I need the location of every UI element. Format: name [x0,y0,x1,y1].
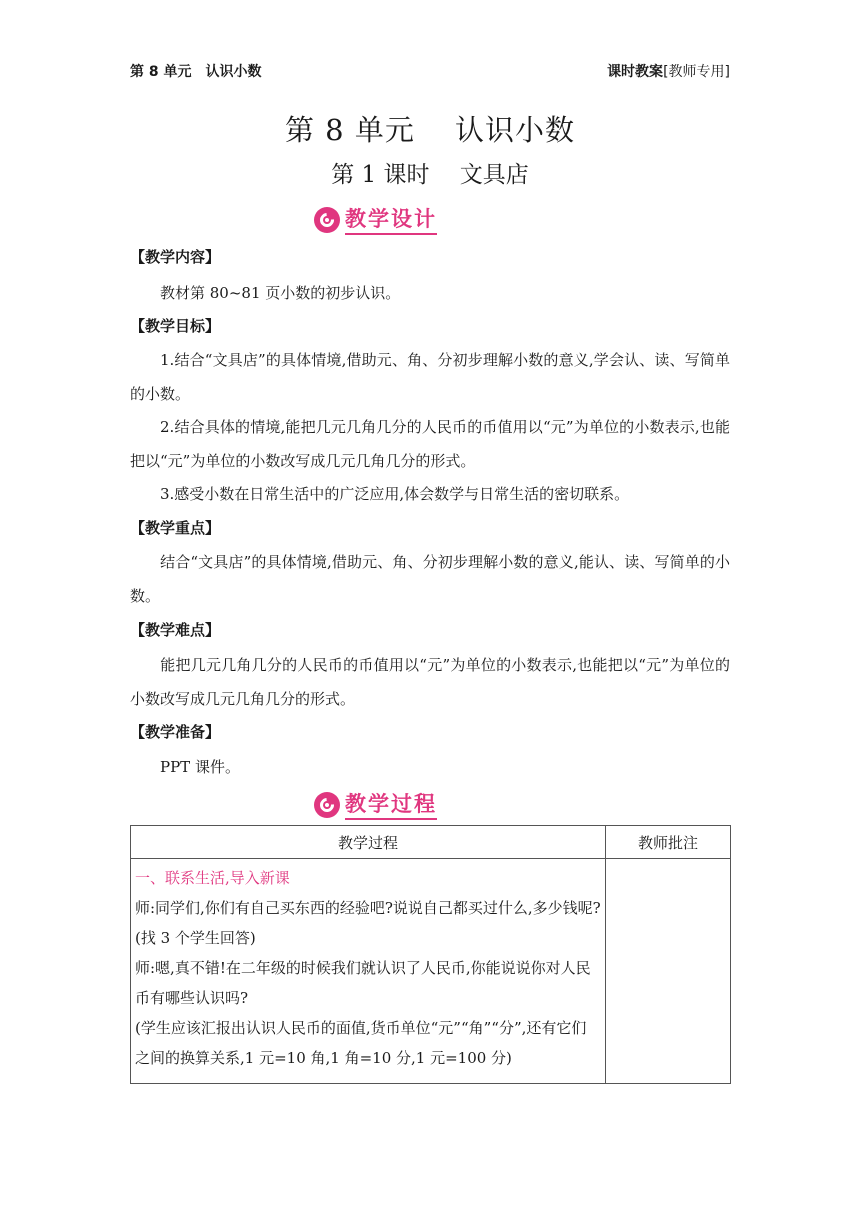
goal-item-1 [130,343,730,411]
design-banner-text: 教学设计 [345,206,437,235]
content-label: 【教学内容】 [130,248,221,266]
prep-text [130,750,730,784]
process-line-3: 师:嗯,真不错!在二年级的时候我们就认识了人民币,你能说说你对人民币有哪些认识吗? [135,959,591,1007]
swirl-logo-icon [314,792,340,818]
goal-item-2 [130,410,730,478]
running-header [130,60,730,82]
lesson-title: 第 1 课时 文具店 [331,162,529,188]
process-cell [131,859,606,1084]
goals-label: 【教学目标】 [130,317,221,335]
difficulty-label: 【教学难点】 [130,621,221,639]
content-text [130,276,730,310]
header-doc-type-main: 课时教案 [607,64,664,80]
prep-label: 【教学准备】 [130,723,221,741]
notes-cell [606,859,731,1084]
process-line-4: (学生应该汇报出认识人民币的面值,货币单位“元”“角”“分”,还有它们之间的换算关系,1 元=10 角,1 角=10 分,1 元=100 分) [135,1019,587,1067]
header-doc-type-bracket: [教师专用] [663,64,730,80]
process-banner [314,788,448,822]
col-header-process: 教学过程 [131,826,606,859]
difficulty-text [130,648,730,716]
step-title: 一、联系生活,导入新课 [135,869,290,887]
design-banner [314,203,448,237]
process-banner-text: 教学过程 [345,791,437,820]
swirl-logo-icon [314,207,340,233]
table-header-row [131,826,731,859]
prep-text-value: PPT 课件。 [160,758,240,776]
process-table [130,825,731,1084]
content-text-value: 教材第 80~81 页小数的初步认识。 [160,284,401,302]
unit-title: 第 8 单元 认识小数 [284,113,576,147]
process-line-1: 师:同学们,你们有自己买东西的经验吧?说说自己都买过什么,多少钱呢? [135,899,601,917]
table-row [131,859,731,1084]
key-text [130,545,730,613]
col-header-notes: 教师批注 [606,826,731,859]
process-line-2: (找 3 个学生回答) [135,929,256,947]
header-unit-label: 第 8 单元 认识小数 [130,64,262,80]
goal-item-3 [130,477,730,511]
goal-item-2-text: 2.结合具体的情境,能把几元几角几分的人民币的币值用以“元”为单位的小数表示,也能把以“元”为单位的小数改写成几元几角几分的形式。 [130,418,730,470]
header-doc-type [607,61,730,81]
goal-item-1-text: 1.结合“文具店”的具体情境,借助元、角、分初步理解小数的意义,学会认、读、写简单的小数。 [130,351,730,403]
difficulty-text-value: 能把几元几角几分的人民币的币值用以“元”为单位的小数表示,也能把以“元”为单位的小数改写成几元几角几分的形式。 [130,656,730,708]
key-text-value: 结合“文具店”的具体情境,借助元、角、分初步理解小数的意义,能认、读、写简单的小数。 [130,553,730,605]
goal-item-3-text: 3.感受小数在日常生活中的广泛应用,体会数学与日常生活的密切联系。 [160,485,630,503]
key-label: 【教学重点】 [130,519,221,537]
